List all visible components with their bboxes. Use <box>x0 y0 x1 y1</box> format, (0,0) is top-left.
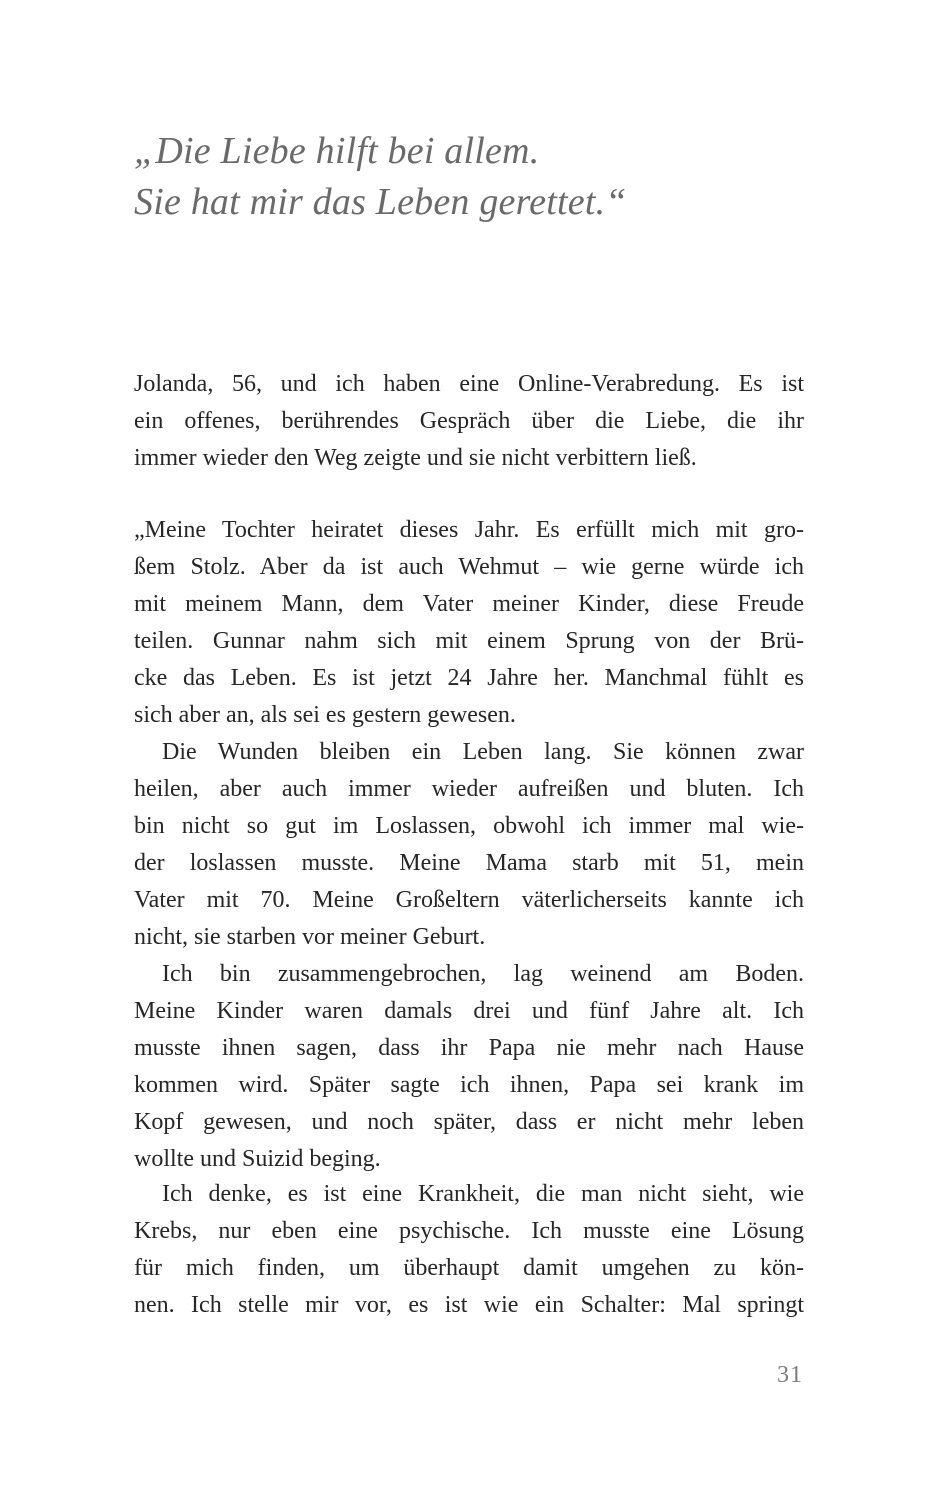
body-paragraph-2 <box>134 734 804 956</box>
text-line: Jolanda, 56, und ich haben eine Online-Verabredung. Es ist <box>134 371 804 397</box>
text-line: sich aber an, als sei es gestern gewesen. <box>134 702 516 728</box>
text-line: heilen, aber auch immer wieder aufreißen und bluten. Ich <box>134 776 804 802</box>
text-line: wollte und Suizid beging. <box>134 1146 381 1172</box>
text-line: cke das Leben. Es ist jetzt 24 Jahre her. Manchmal fühlt es <box>134 665 804 691</box>
text-line: Vater mit 70. Meine Großeltern väterlicherseits kannte ich <box>134 887 804 913</box>
body-paragraph-3 <box>134 956 804 1178</box>
text-line: Die Wunden bleiben ein Leben lang. Sie können zwar <box>162 739 804 765</box>
text-line: der loslassen musste. Meine Mama starb mit 51, mein <box>134 850 804 876</box>
intro-paragraph <box>134 366 804 477</box>
text-line: bin nicht so gut im Loslassen, obwohl ich immer mal wie- <box>134 813 804 839</box>
page-number: 31 <box>777 1362 803 1388</box>
text-line: musste ihnen sagen, dass ihr Papa nie mehr nach Hause <box>134 1035 804 1061</box>
text-line: Ich bin zusammengebrochen, lag weinend am Boden. <box>162 961 804 987</box>
text-line: ein offenes, berührendes Gespräch über die Liebe, die ihr <box>134 408 804 434</box>
body-paragraph-1 <box>134 512 804 734</box>
pull-quote-line: „Die Liebe hilft bei allem. <box>134 130 540 172</box>
text-line: nen. Ich stelle mir vor, es ist wie ein Schalter: Mal springt <box>134 1292 804 1318</box>
text-line: kommen wird. Später sagte ich ihnen, Papa sei krank im <box>134 1072 804 1098</box>
pull-quote <box>134 126 834 228</box>
text-line: ßem Stolz. Aber da ist auch Wehmut – wie gerne würde ich <box>134 554 804 580</box>
text-line: für mich finden, um überhaupt damit umgehen zu kön- <box>134 1255 804 1281</box>
text-line: teilen. Gunnar nahm sich mit einem Sprung von der Brü- <box>134 628 804 654</box>
text-line: immer wieder den Weg zeigte und sie nicht verbittern ließ. <box>134 445 697 471</box>
body-paragraph-4 <box>134 1176 804 1324</box>
text-line: Kopf gewesen, und noch später, dass er nicht mehr leben <box>134 1109 804 1135</box>
text-line: nicht, sie starben vor meiner Geburt. <box>134 924 486 950</box>
text-line: mit meinem Mann, dem Vater meiner Kinder, diese Freude <box>134 591 804 617</box>
text-line: Krebs, nur eben eine psychische. Ich musste eine Lösung <box>134 1218 804 1244</box>
text-line: „Meine Tochter heiratet dieses Jahr. Es erfüllt mich mit gro- <box>134 517 804 543</box>
pull-quote-line: Sie hat mir das Leben gerettet.“ <box>134 181 627 223</box>
text-line: Meine Kinder waren damals drei und fünf Jahre alt. Ich <box>134 998 804 1024</box>
text-line: Ich denke, es ist eine Krankheit, die man nicht sieht, wie <box>162 1181 804 1207</box>
